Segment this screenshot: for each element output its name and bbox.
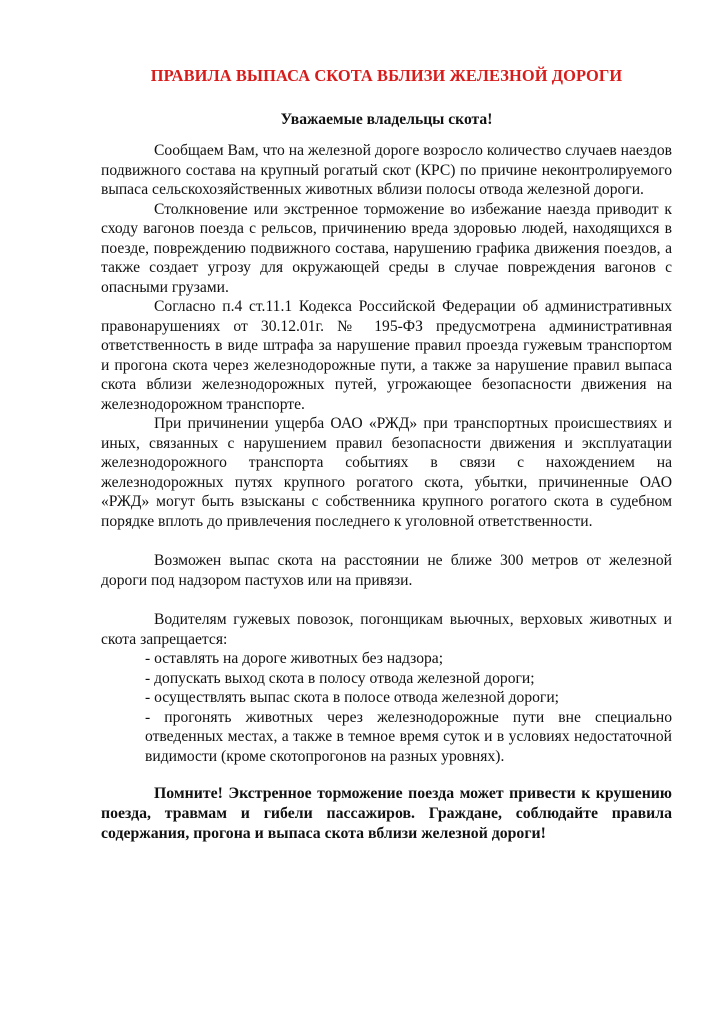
- paragraph-consequences: Столкновение или экстренное торможение во избежание наезда приводит к сходу вагонов поезда с рельсов, причинению вреда здоровью людей, находящихся в поезде, повреждению подвижного состава, нарушению графика движения поездов, а также создает угрозу для окружающей среды в случае повреждения вагонов с опасными грузами.: [101, 200, 672, 296]
- list-item: - допускать выход скота в полосу отвода железной дороги;: [145, 669, 535, 687]
- list-item: - оставлять на дороге животных без надзора;: [145, 650, 444, 667]
- paragraph-prohibitions-intro: Водителям гужевых повозок, погонщикам вьючных, верховых животных и скота запрещается:: [101, 611, 672, 648]
- warning-paragraph: Помните! Экстренное торможение поезда может привести к крушению поезда, травмам и гибели пассажиров. Граждане, соблюдайте правила содержания, прогона и выпаса скота вблизи железной дороги!: [101, 785, 672, 842]
- paragraph-legal-liability: Согласно п.4 ст.11.1 Кодекса Российской Федерации об административных правонарушениях от 30.12.01г. № 195-ФЗ предусмотрена административная ответственность в виде штрафа за нарушение правил проезда гужевым транспортом и прогона скота через железнодорожные пути, а также за нарушение правил выпаса скота вблизи железнодорожных путей, угрожающее безопасности движения на железнодорожном транспорте.: [101, 298, 672, 413]
- paragraph-collision-statistics: Сообщаем Вам, что на железной дороге возросло количество случаев наездов подвижного состава на крупный рогатый скот (КРС) по причине неконтролируемого выпаса сельскохозяйственных животных вблизи полосы отвода железной дороги.: [101, 142, 672, 198]
- salutation: Уважаемые владельцы скота!: [280, 111, 493, 128]
- list-item: - осуществлять выпас скота в полосе отвода железной дороги;: [145, 689, 560, 706]
- paragraph-grazing-distance: Возможен выпас скота на расстоянии не ближе 300 метров от железной дороги под надзором пастухов или на привязи.: [101, 552, 672, 589]
- prohibitions-list: [101, 649, 672, 766]
- list-item: - прогонять животных через железнодорожные пути вне специально отведенных местах, а также в темное время суток и в условиях недостаточной видимости (кроме скотопрогонов на разных уровнях).: [145, 708, 672, 765]
- paragraph-damages: При причинении ущерба ОАО «РЖД» при транспортных происшествиях и иных, связанных с нарушением правил безопасности движения и эксплуатации железнодорожного транспорта событиях в связи с нахождением на железнодорожных путях крупного рогатого скота, убытки, причиненные ОАО «РЖД» могут быть взысканы с собственника крупного рогатого скота в судебном порядке вплоть до привлечения последнего к уголовной ответственности.: [101, 415, 672, 530]
- document-title: ПРАВИЛА ВЫПАСА СКОТА ВБЛИЗИ ЖЕЛЕЗНОЙ ДОРОГИ: [150, 66, 623, 85]
